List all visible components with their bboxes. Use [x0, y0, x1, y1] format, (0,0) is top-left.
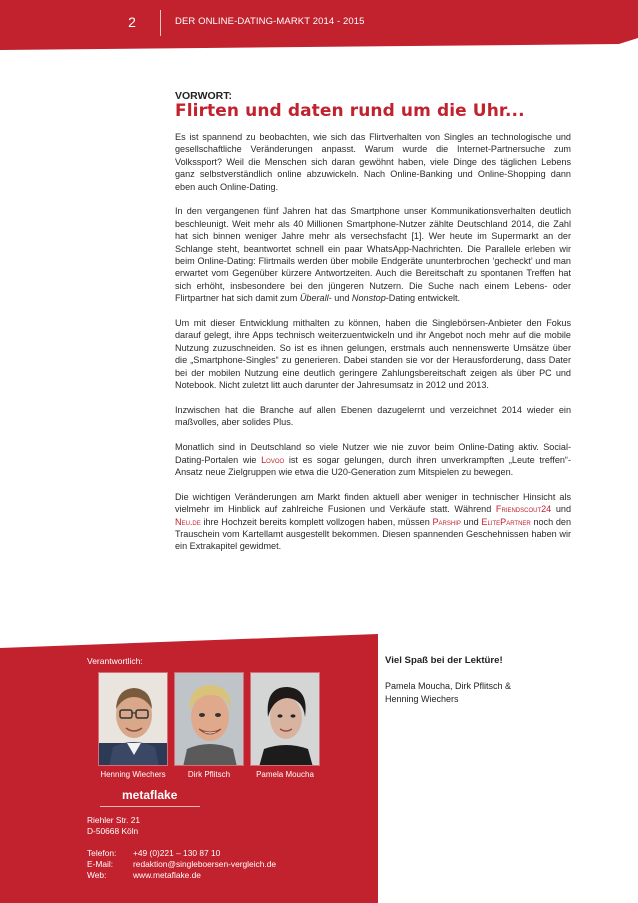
- signature-line-1: Pamela Moucha, Dirk Pflitsch &: [385, 681, 512, 691]
- section-kicker: VORWORT:: [175, 90, 232, 102]
- responsible-label: Verantwortlich:: [87, 656, 143, 666]
- paragraph-3: Um mit dieser Entwicklung mithalten zu können, haben die Singlebörsen-Anbieter den Fokus darauf gelegt, ihre Apps technisch weiterzuentwickeln und ihr Angebot noch mehr auf die mobile Nutzung zuzuschneiden. So ist es ihnen gelungen, erstmals auch nennenswerte Umsätze über die „Smartphone-Singles“ zu generieren. Dabei standen sie vor der Herausforderung, dass Dater bei der mobilen Nutzung eine deutlich geringere Zahlungsbereitschaft zeigen als über PC und Notebook. Nicht zuletzt litt auch darunter der Jahresumsatz in 2012 und 2013.: [175, 318, 571, 391]
- article-body: [175, 131, 571, 565]
- paragraph-2-text: In den vergangenen fünf Jahren hat das Smartphone unser Kommunikationsverhalten deutlich beschleunigt. Weit mehr als 40 Millionen Smartphone-Nutzer zählte Deutschland 2014, die Zahl hat sich binnen weniger Jahre mehr als versechsfacht [1]. Wer heute im Supermarkt an der Schlange steht, beantwortet schnell ein paar WhatsApp-Nachrichten. Die Parallele erleben wir beim Online-Dating: Flirtmails werden über mobile Endgeräte ununterbrochen ‘gecheckt’ und man erwartet vom Gegenüber kürzere Antwortzeiten. Auch die Bereitschaft zu spontanen Treffen hat sich erhöht, insbesondere bei den jüngeren Nutzern. Die Suche nach einem Lebens- oder Flirtpartner hat sich damit zum: [175, 206, 571, 304]
- closing-title: Viel Spaß bei der Lektüre!: [385, 655, 503, 666]
- conjunction: und: [331, 293, 352, 304]
- address-city: D-50668 Köln: [87, 826, 139, 836]
- email-label: E-Mail:: [87, 859, 114, 869]
- web-value[interactable]: www.metaflake.de: [133, 870, 201, 880]
- paragraph-6-text: Die wichtigen Veränderungen am Markt finden aktuell aber weniger in technischer Hinsicht als vielmehr im Hinblick auf zahlreiche Fusionen und Verkäufe statt. Während: [175, 491, 571, 515]
- paragraph-5-text: Monatlich sind in Deutschland so viele Nutzer wie nie zuvor beim Online-Dating aktiv. Social-Dating-Portalen wie: [175, 442, 571, 465]
- phone-value: +49 (0)221 – 130 87 10: [133, 848, 221, 858]
- address-street: Riehler Str. 21: [87, 815, 141, 825]
- email-value[interactable]: redaktion@singleboersen-vergleich.de: [133, 859, 277, 869]
- paragraph-2-end: -Dating entwickelt.: [385, 293, 461, 304]
- closing-signatures: [385, 680, 605, 705]
- paragraph-6: [175, 491, 571, 553]
- paragraph-5-rest: ist es sogar gelungen, durch ihren unverkrampften „Leute treffen“-Ansatz neue Zielgruppen wie etwa die U20-Generation zum Mitspielen zu bewegen.: [175, 454, 571, 477]
- paragraph-4: Inzwischen hat die Branche auf allen Ebenen dazugelernt und verzeichnet 2014 wieder ein maßvolles, aber solides Plus.: [175, 404, 571, 428]
- brand-parship: Parship: [432, 516, 461, 527]
- contact-phone: [87, 848, 220, 858]
- web-label: Web:: [87, 870, 107, 880]
- brand-neu-de: Neu.de: [175, 516, 201, 527]
- term-nonstop: Nonstop: [351, 293, 386, 304]
- page-title: Flirten und daten rund um die Uhr...: [175, 101, 525, 121]
- closing-block: [385, 655, 605, 705]
- brand-underline: [100, 806, 200, 807]
- signature-line-2: Henning Wiechers: [385, 693, 459, 704]
- conjunction: und: [460, 516, 482, 527]
- header-divider: [160, 10, 161, 36]
- running-title: DER ONLINE-DATING-MARKT 2014 - 2015: [175, 16, 365, 27]
- caption-dirk-pflitsch: Dirk Pflitsch: [187, 770, 231, 779]
- brand-elitepartner: ElitePartner: [481, 516, 531, 527]
- caption-henning-wiechers: Henning Wiechers: [100, 770, 166, 779]
- contact-email: [87, 859, 276, 869]
- brand-logo: metaflake: [122, 788, 178, 802]
- conjunction: und: [551, 504, 571, 515]
- page-number: 2: [128, 14, 136, 30]
- paragraph-6-end: noch den Trauschein vom Kartellamt ausgestellt bekommen. Diesen spannenden Geschehnissen haben wir ein Extrakapitel gewidmet.: [175, 516, 572, 552]
- portrait-dirk-pflitsch: [174, 672, 244, 766]
- paragraph-1: Es ist spannend zu beobachten, wie sich das Flirtverhalten von Singles an technologische und gesellschaftliche Veränderungen anpasst. Warum wurde die Internet-Partnersuche zum Volkssport? Weil die Menschen sich daran gewöhnt haben, viele Dinge des täglichen Lebens ganz selbstverständlich online abzuwickeln. Nach Online-Banking und Online-Shopping dann eben auch Online-Dating.: [175, 132, 571, 192]
- paragraph-6-middle: ihre Hochzeit bereits komplett vollzogen haben, müssen: [200, 516, 433, 527]
- term-ueberall: Überall-: [299, 293, 332, 304]
- contact-web: [87, 870, 201, 880]
- portrait-pamela-moucha: [250, 672, 320, 766]
- portrait-henning-wiechers: [98, 672, 168, 766]
- brand-lovoo: Lovoo: [261, 454, 285, 465]
- caption-pamela-moucha: Pamela Moucha: [256, 770, 314, 779]
- phone-label: Telefon:: [87, 848, 117, 858]
- paragraph-2: [175, 205, 571, 304]
- paragraph-5: [175, 441, 571, 478]
- brand-friendscout24: Friendscout24: [495, 504, 552, 515]
